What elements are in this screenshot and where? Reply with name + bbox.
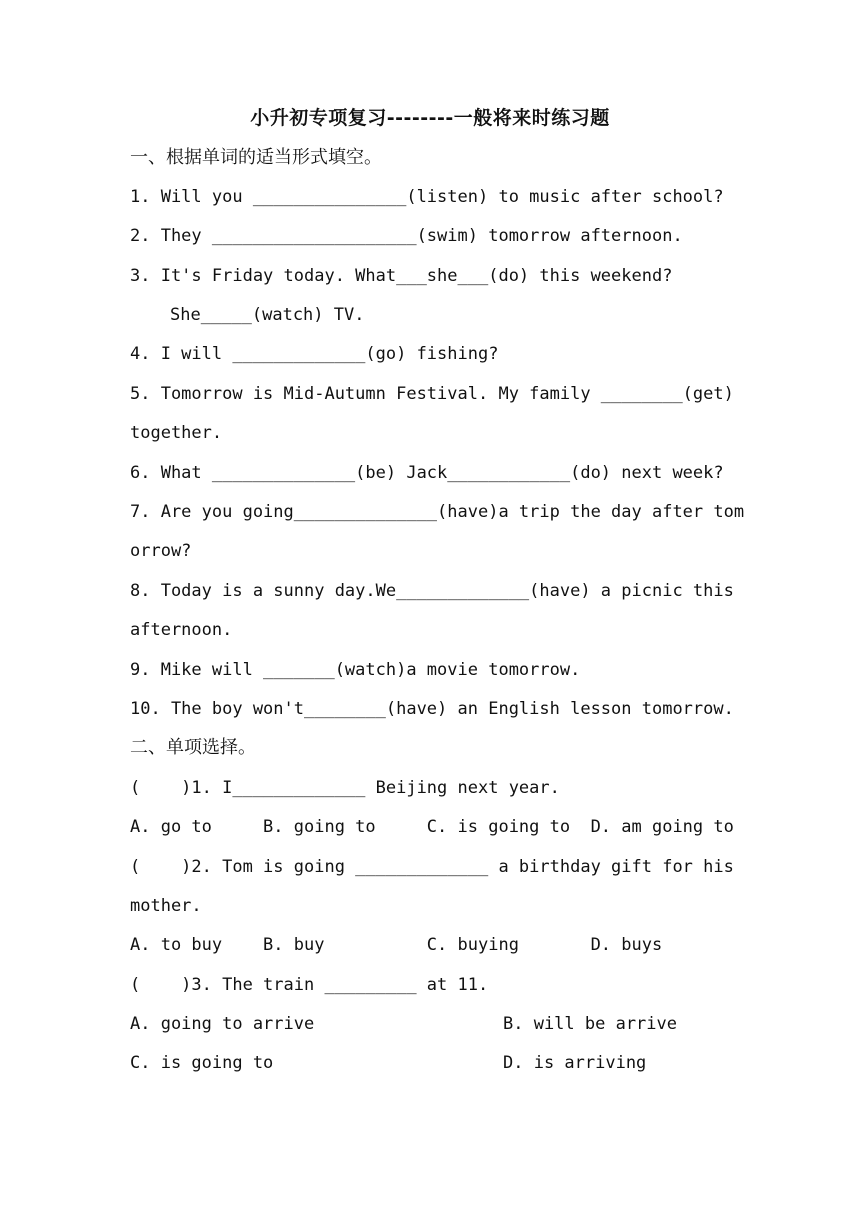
fill-question-5: 5. Tomorrow is Mid-Autumn Festival. My family ________(get) <box>130 384 734 404</box>
fill-question-6: 6. What ______________(be) Jack____________(do) next week? <box>130 463 724 483</box>
fill-question-1: 1. Will you _______________(listen) to music after school? <box>130 187 724 207</box>
choice-question-3-option-d: D. is arriving <box>503 1053 647 1073</box>
fill-question-2: 2. They ____________________(swim) tomorrow afternoon. <box>130 226 683 246</box>
choice-question-3-option-a: A. going to arrive <box>130 1014 315 1034</box>
fill-question-4: 4. I will _____________(go) fishing? <box>130 344 499 364</box>
fill-question-5-continued: together. <box>130 423 223 443</box>
fill-question-9: 9. Mike will _______(watch)a movie tomorrow. <box>130 660 581 680</box>
fill-question-10: 10. The boy won't________(have) an English lesson tomorrow. <box>130 699 734 719</box>
choice-question-1-options: A. go to B. going to C. is going to D. am going to <box>130 817 734 837</box>
fill-question-3: 3. It's Friday today. What___she___(do) this weekend? <box>130 266 673 286</box>
fill-question-7-continued: orrow? <box>130 541 192 561</box>
choice-question-2: ( )2. Tom is going _____________ a birthday gift for his <box>130 857 734 877</box>
fill-question-8: 8. Today is a sunny day.We_____________(have) a picnic this <box>130 581 734 601</box>
choice-question-3: ( )3. The train _________ at 11. <box>130 975 489 995</box>
choice-question-2-continued: mother. <box>130 896 202 916</box>
section-heading-multiple-choice: 二、单项选择。 <box>130 737 256 758</box>
fill-question-7: 7. Are you going______________(have)a trip the day after tom <box>130 502 745 522</box>
section-heading-fill-in: 一、根据单词的适当形式填空。 <box>130 147 382 168</box>
fill-question-8-continued: afternoon. <box>130 620 233 640</box>
choice-question-2-options: A. to buy B. buy C. buying D. buys <box>130 935 663 955</box>
page-title: 小升初专项复习--------一般将来时练习题 <box>250 107 610 129</box>
choice-question-3-option-c: C. is going to <box>130 1053 274 1073</box>
choice-question-1: ( )1. I_____________ Beijing next year. <box>130 778 560 798</box>
choice-question-3-option-b: B. will be arrive <box>503 1014 677 1034</box>
fill-question-3-continued: She_____(watch) TV. <box>170 305 365 325</box>
